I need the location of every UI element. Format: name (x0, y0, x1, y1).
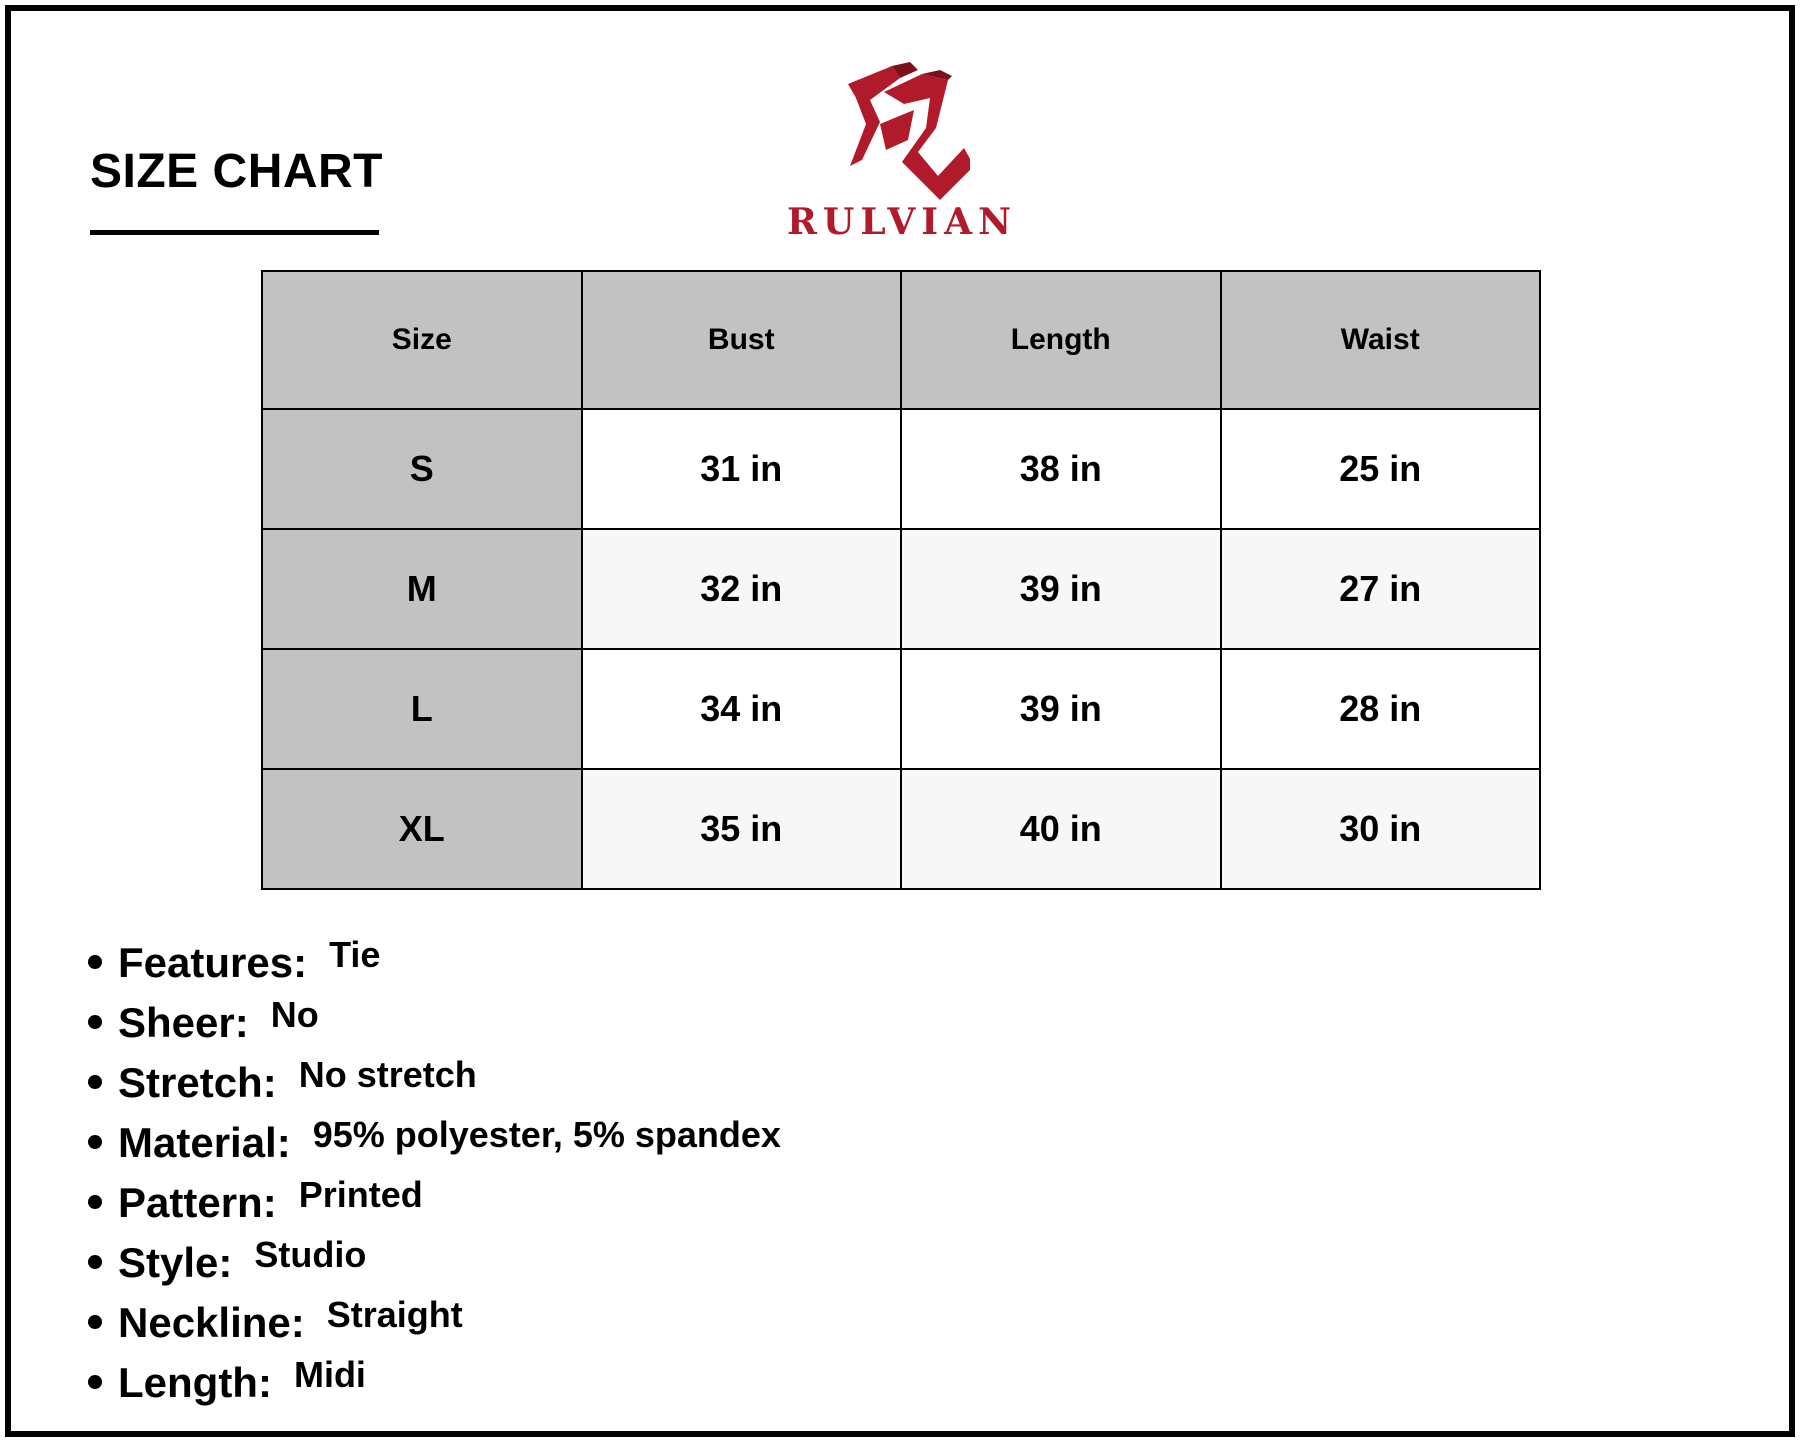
list-item (88, 1294, 781, 1360)
size-cell: XL (262, 769, 582, 889)
list-item (88, 1174, 781, 1240)
length-cell: 39 in (901, 649, 1221, 769)
list-item (88, 1354, 781, 1420)
table-row (262, 529, 1540, 649)
feature-value: Tie (329, 934, 381, 975)
list-item (88, 1054, 781, 1120)
waist-cell: 27 in (1221, 529, 1541, 649)
bullet-icon (88, 1075, 102, 1089)
feature-value: Studio (254, 1234, 367, 1275)
bullet-icon (88, 955, 102, 969)
feature-label: Length: (118, 1359, 272, 1406)
feature-label: Pattern: (118, 1179, 277, 1226)
list-item (88, 1114, 781, 1180)
size-cell: S (262, 409, 582, 529)
waist-cell: 30 in (1221, 769, 1541, 889)
table-row (262, 649, 1540, 769)
bullet-icon (88, 1195, 102, 1209)
bullet-icon (88, 1375, 102, 1389)
page-title: SIZE CHART (90, 145, 383, 198)
bullet-icon (88, 1255, 102, 1269)
bullet-icon (88, 1135, 102, 1149)
table-row (262, 769, 1540, 889)
length-cell: 40 in (901, 769, 1221, 889)
list-item (88, 934, 781, 1000)
feature-value: Printed (298, 1174, 423, 1215)
feature-label: Neckline: (118, 1299, 305, 1346)
column-header-size: Size (262, 271, 582, 409)
feature-list (88, 934, 781, 1420)
title-underline (90, 230, 379, 235)
feature-value: Midi (293, 1354, 366, 1395)
length-cell: 38 in (901, 409, 1221, 529)
column-header-length: Length (901, 271, 1221, 409)
waist-cell: 28 in (1221, 649, 1541, 769)
brand-logo (780, 62, 1024, 250)
feature-value: 95% polyester, 5% spandex (312, 1114, 781, 1155)
feature-label: Material: (118, 1119, 291, 1166)
size-cell: M (262, 529, 582, 649)
stylized-r-logo-icon (840, 62, 970, 202)
length-cell: 39 in (901, 529, 1221, 649)
table-row (262, 409, 1540, 529)
column-header-waist: Waist (1221, 271, 1541, 409)
waist-cell: 25 in (1221, 409, 1541, 529)
list-item (88, 994, 781, 1060)
bust-cell: 32 in (582, 529, 902, 649)
feature-value: Straight (326, 1294, 463, 1335)
bust-cell: 34 in (582, 649, 902, 769)
bullet-icon (88, 1315, 102, 1329)
feature-label: Style: (118, 1239, 233, 1286)
column-header-bust: Bust (582, 271, 902, 409)
table-header-row (262, 271, 1540, 409)
feature-label: Stretch: (118, 1059, 277, 1106)
feature-label: Sheer: (118, 999, 249, 1046)
feature-label: Features: (118, 939, 308, 986)
feature-value: No stretch (298, 1054, 477, 1095)
feature-value: No (270, 994, 319, 1035)
bust-cell: 31 in (582, 409, 902, 529)
brand-name: RULVIAN (787, 201, 1017, 243)
size-cell: L (262, 649, 582, 769)
bullet-icon (88, 1015, 102, 1029)
bust-cell: 35 in (582, 769, 902, 889)
size-table (261, 270, 1541, 890)
list-item (88, 1234, 781, 1300)
